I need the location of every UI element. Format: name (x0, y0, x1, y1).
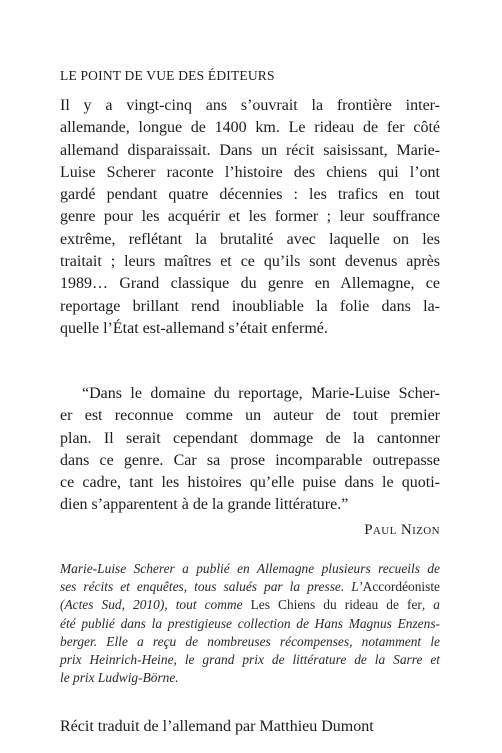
quote-line: plan. Il serait cependant dommage de la cantonner (60, 429, 440, 447)
quote-line: “Dans le domaine du reportage, Marie-Luise Scher- (82, 385, 440, 402)
bio-text: berger. Elle a reçu de nombreuses récompenses, notamment le (60, 633, 440, 649)
bio-line (60, 651, 440, 669)
description-line: gardé pendant quatre décennies : les trafics en tout (60, 186, 440, 204)
quote-line: er est reconnue comme un auteur de tout premier (60, 407, 440, 425)
quote-line: dien s’apparentent à de la grande littérature.” (60, 496, 349, 514)
bio-text: Marie-Luise Scherer a publié en Allemagne plusieurs recueils de (60, 561, 440, 576)
description-line: Il y a vingt-cinq ans s’ouvrait la frontière inter- (60, 97, 440, 114)
translation-credit: Récit traduit de l’allemand par Matthieu Dumont (60, 718, 374, 735)
description-line: allemande, longue de 1400 km. Le rideau de fer côté (60, 119, 440, 137)
bio-line (60, 669, 440, 687)
quote-attribution: Paul Nizon (364, 522, 440, 538)
bio-line (60, 615, 440, 633)
section-heading: LE POINT DE VUE DES ÉDITEURS (60, 68, 275, 83)
book-title: Les Chiens du rideau de fer (250, 597, 422, 613)
bio-line (60, 596, 440, 614)
description-line: genre pour les acquérir et les former ; leur souffrance (60, 208, 440, 226)
publisher-description (60, 95, 440, 340)
bio-line (60, 560, 440, 578)
bio-text: , a (421, 597, 440, 613)
description-line: traitait ; leurs maîtres et ce qu’ils sont devenus après (60, 253, 440, 271)
quote-line: dans ce genre. Car sa prose incomparable outrepasse (60, 451, 440, 469)
book-title: Accordéoniste (362, 579, 440, 595)
bio-text: ses récits et enquêtes, tous salués par la presse. L’ (60, 579, 363, 595)
author-bio (60, 560, 440, 687)
bio-line (60, 633, 440, 651)
quote-line: ce cadre, tant les histoires qu’elle puise dans le quoti- (60, 474, 440, 492)
bio-text: été publié dans la prestigieuse collection de Hans Magnus Enzens- (60, 615, 440, 631)
bio-line (60, 578, 440, 596)
description-line: 1989… Grand classique du genre en Allemagne, ce (60, 275, 440, 293)
bio-text: le prix Ludwig-Börne. (60, 670, 179, 686)
description-line: Luise Scherer raconte l’histoire des chiens qui l’ont (60, 163, 440, 181)
review-quote (60, 383, 440, 517)
description-line: quelle l’État est-allemand s’était enfermé. (60, 319, 328, 337)
bio-text: (Actes Sud, 2010), tout comme (60, 597, 251, 613)
description-line: allemand disparaissait. Dans un récit saisissant, Marie- (60, 141, 440, 159)
description-line: reportage brillant rend inoubliable la folie dans la- (60, 297, 440, 315)
description-line: extrême, reflétant la brutalité avec laquelle on les (60, 230, 440, 248)
bio-text: prix Heinrich-Heine, le grand prix de littérature de la Sarre et (60, 652, 440, 668)
